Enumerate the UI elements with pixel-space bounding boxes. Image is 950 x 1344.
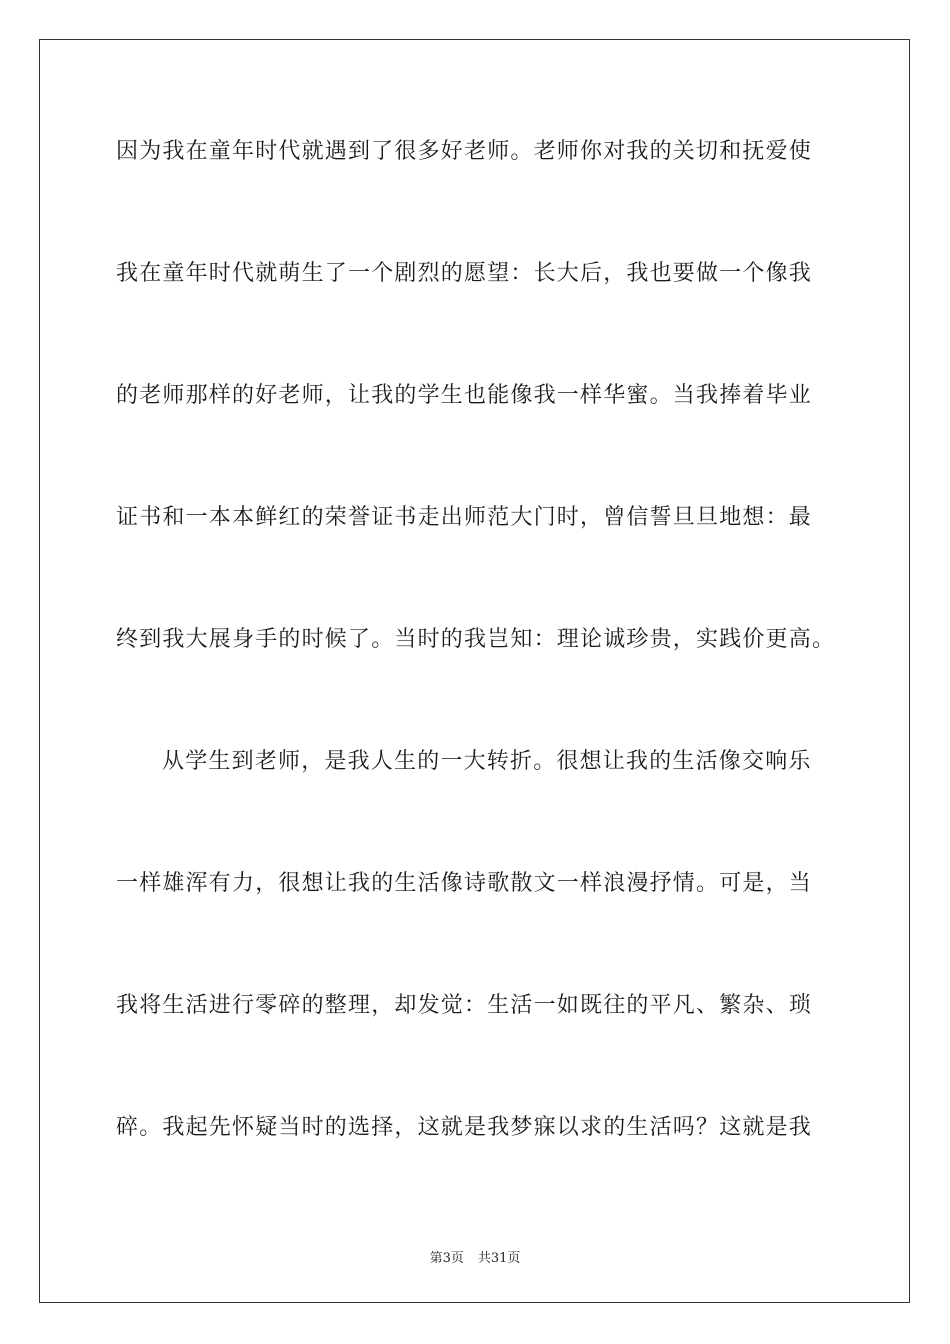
- text-line: 一样雄浑有力，很想让我的生活像诗歌散文一样浪漫抒情。可是，当: [116, 871, 813, 896]
- page-footer: [0, 1247, 950, 1266]
- text-line: 我将生活进行零碎的整理，却发觉：生活一如既往的平凡、繁杂、琐: [116, 993, 813, 1018]
- text-line: 的老师那样的好老师，让我的学生也能像我一样华蜜。当我捧着毕业: [116, 383, 813, 408]
- paragraph-start-line: 从学生到老师，是我人生的一大转折。很想让我的生活像交响乐: [162, 749, 812, 774]
- text-line: 因为我在童年时代就遇到了很多好老师。老师你对我的关切和抚爱使: [116, 139, 813, 164]
- text-line: 证书和一本本鲜红的荣誉证书走出师范大门时，曾信誓旦旦地想：最: [116, 505, 813, 530]
- text-line: 碎。我起先怀疑当时的选择，这就是我梦寐以求的生活吗？这就是我: [116, 1115, 813, 1140]
- page-number: 第3页: [429, 1251, 464, 1266]
- document-body: [116, 126, 846, 1224]
- text-line: 终到我大展身手的时候了。当时的我岂知：理论诚珍贵，实践价更高。: [116, 627, 836, 652]
- text-line: 我在童年时代就萌生了一个剧烈的愿望：长大后，我也要做一个像我: [116, 261, 813, 286]
- total-pages: 共31页: [477, 1251, 521, 1266]
